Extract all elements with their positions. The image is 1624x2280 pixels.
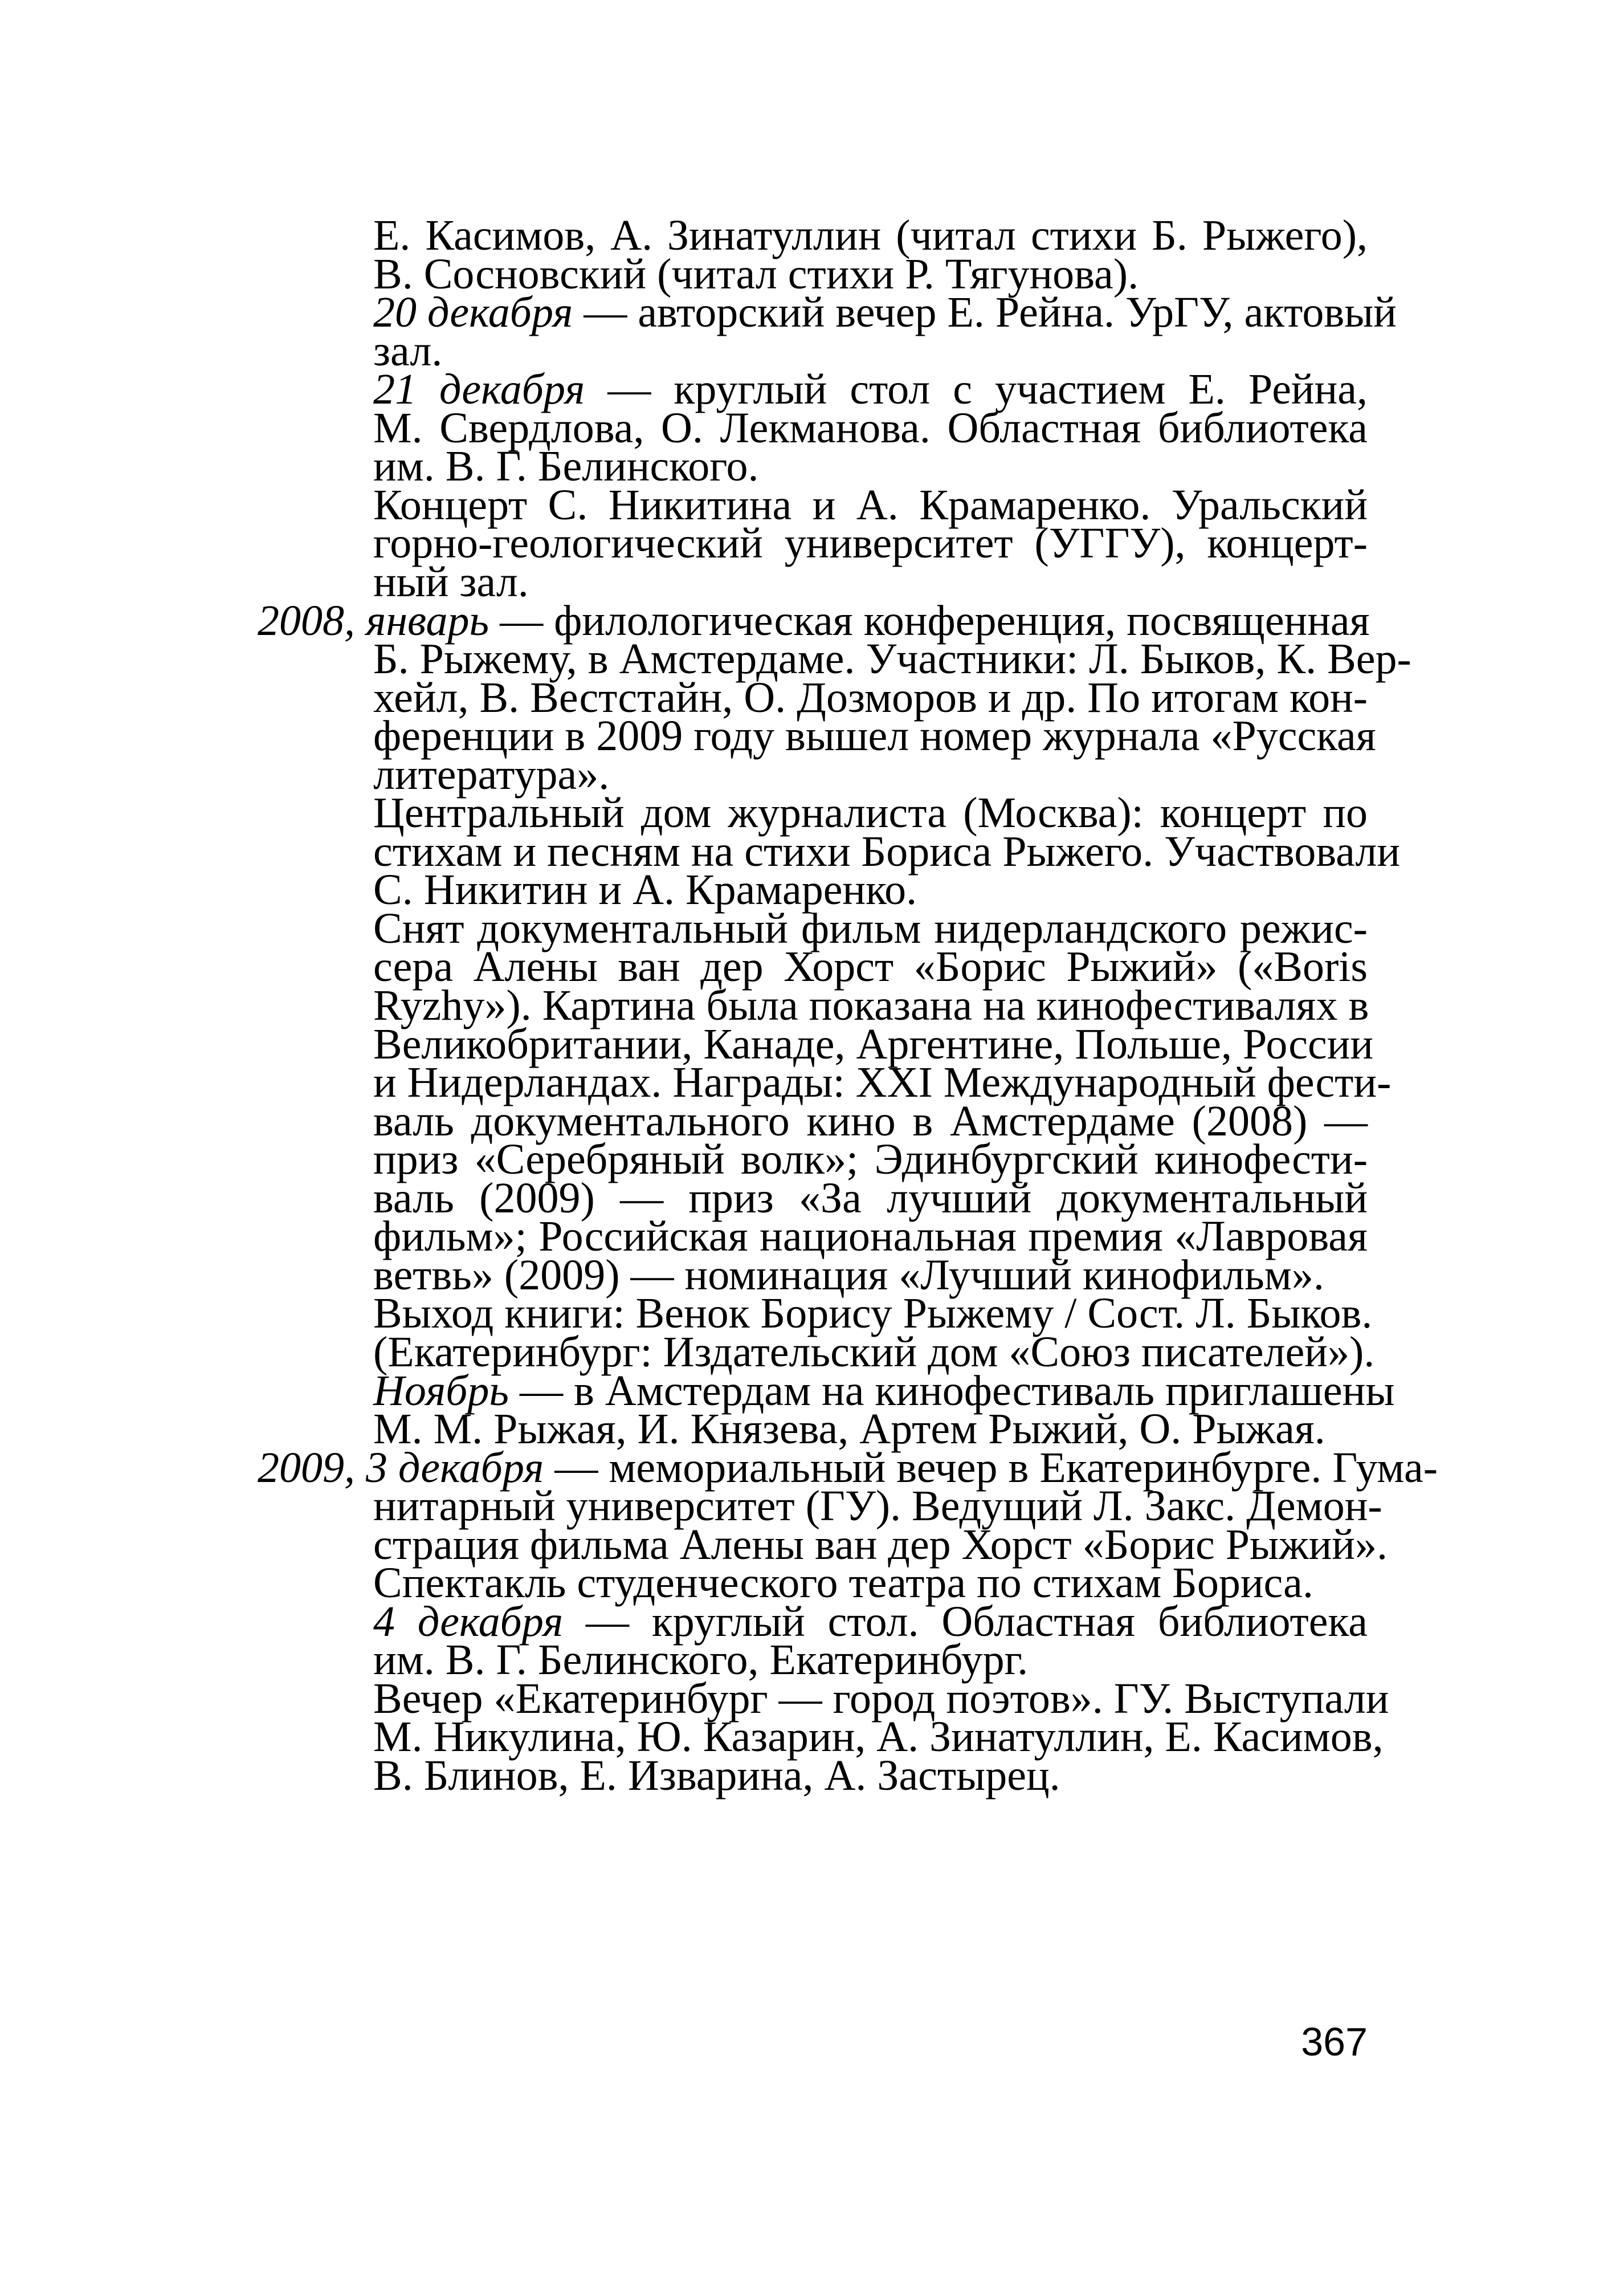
line-text: стихам и песням на стихи Бориса Рыжего. Участвовали (373, 827, 1401, 876)
line-text: Концерт С. Никитина и А. Крамаренко. Уральский (373, 481, 1368, 529)
line-text: М. М. Рыжая, И. Князева, Артем Рыжий, О. Рыжая. (373, 1405, 1325, 1453)
line-text: им. В. Г. Белинского, Екатеринбург. (373, 1636, 1029, 1684)
line-text: Б. Рыжему, в Амстердаме. Участники: Л. Быков, К. Вер- (373, 635, 1411, 683)
line-text: хейл, В. Вестстайн, О. Дозморов и др. По итогам кон- (373, 673, 1368, 722)
line-text: — авторский вечер Е. Рейна. УрГУ, актовый (573, 288, 1397, 337)
line-text: Е. Касимов, А. Зинатуллин (читал стихи Б. Рыжего), (373, 211, 1368, 259)
date-label: 4 декабря (373, 1597, 564, 1646)
line-text: нитарный университет (ГУ). Ведущий Л. Закс. Демон- (373, 1482, 1382, 1530)
line-text: сера Алены ван дер Хорст «Борис Рыжий» («Boris (373, 943, 1368, 991)
line-text: — круглый стол с участием Е. Рейна, (585, 365, 1368, 414)
date-label: 2009, 3 декабря (258, 1443, 544, 1492)
line-text: страция фильма Алены ван дер Хорст «Борис Рыжий». (373, 1520, 1388, 1569)
line-text: валь (2009) — приз «За лучший документальный (373, 1174, 1368, 1222)
page-number: 367 (1301, 2020, 1368, 2064)
line-text: Вечер «Екатеринбург — город поэтов». ГУ. Выступали (373, 1674, 1389, 1723)
text-line (373, 1750, 1368, 1801)
line-text: Центральный дом журналиста (Москва): концерт по (373, 789, 1368, 837)
line-text: ференции в 2009 году вышел номер журнала «Русская (373, 712, 1376, 760)
line-text: приз «Серебряный волк»; Эдинбургский кинофести- (373, 1135, 1368, 1184)
line-text: В. Сосновский (читал стихи Р. Тягунова). (373, 250, 1139, 298)
line-text: литература». (373, 750, 610, 799)
line-text: — филологическая конференция, посвященная (489, 596, 1370, 645)
line-text: Снят документальный фильм нидерландского режис- (373, 904, 1368, 952)
line-text: С. Никитин и А. Крамаренко. (373, 866, 917, 914)
line-text: Выход книги: Венок Борису Рыжему / Сост. Л. Быков. (373, 1289, 1373, 1338)
line-text: ветвь» (2009) — номинация «Лучший кинофильм». (373, 1251, 1324, 1299)
line-text: — мемориальный вечер в Екатеринбурге. Гума- (544, 1443, 1438, 1492)
line-text: им. В. Г. Белинского. (373, 442, 759, 491)
line-text: В. Блинов, Е. Изварина, А. Застырец. (373, 1752, 1060, 1799)
line-text: фильм»; Российская национальная премия «Лавровая (373, 1212, 1368, 1261)
line-text: валь документального кино в Амстердаме (2008) — (373, 1097, 1368, 1145)
line-text: ный зал. (373, 557, 529, 606)
line-text: Ryzhy»). Картина была показана на кинофестивалях в (373, 982, 1369, 1029)
line-text: Спектакль студенческого театра по стихам Бориса. (373, 1559, 1313, 1607)
date-label: Ноябрь (373, 1366, 509, 1415)
date-label: 2008, январь (258, 596, 489, 645)
line-text: горно-геологический университет (УГГУ), концерт- (373, 519, 1368, 568)
line-text: (Екатеринбург: Издательский дом «Союз писателей»). (373, 1328, 1375, 1376)
date-label: 20 декабря (373, 288, 573, 337)
line-text: М. Никулина, Ю. Казарин, А. Зинатуллин, Е. Касимов, (373, 1713, 1384, 1761)
line-text: М. Свердлова, О. Лекманова. Областная библиотека (373, 404, 1368, 452)
line-text: Великобритании, Канаде, Аргентине, Польше, России (373, 1020, 1374, 1068)
line-text: — в Амстердам на кинофестиваль приглашены (509, 1366, 1395, 1415)
line-text: и Нидерландах. Награды: XXI Международный фести- (373, 1058, 1392, 1107)
line-text: — круглый стол. Областная библиотека (563, 1597, 1368, 1646)
line-text: зал. (373, 327, 443, 375)
date-label: 21 декабря (373, 365, 585, 414)
